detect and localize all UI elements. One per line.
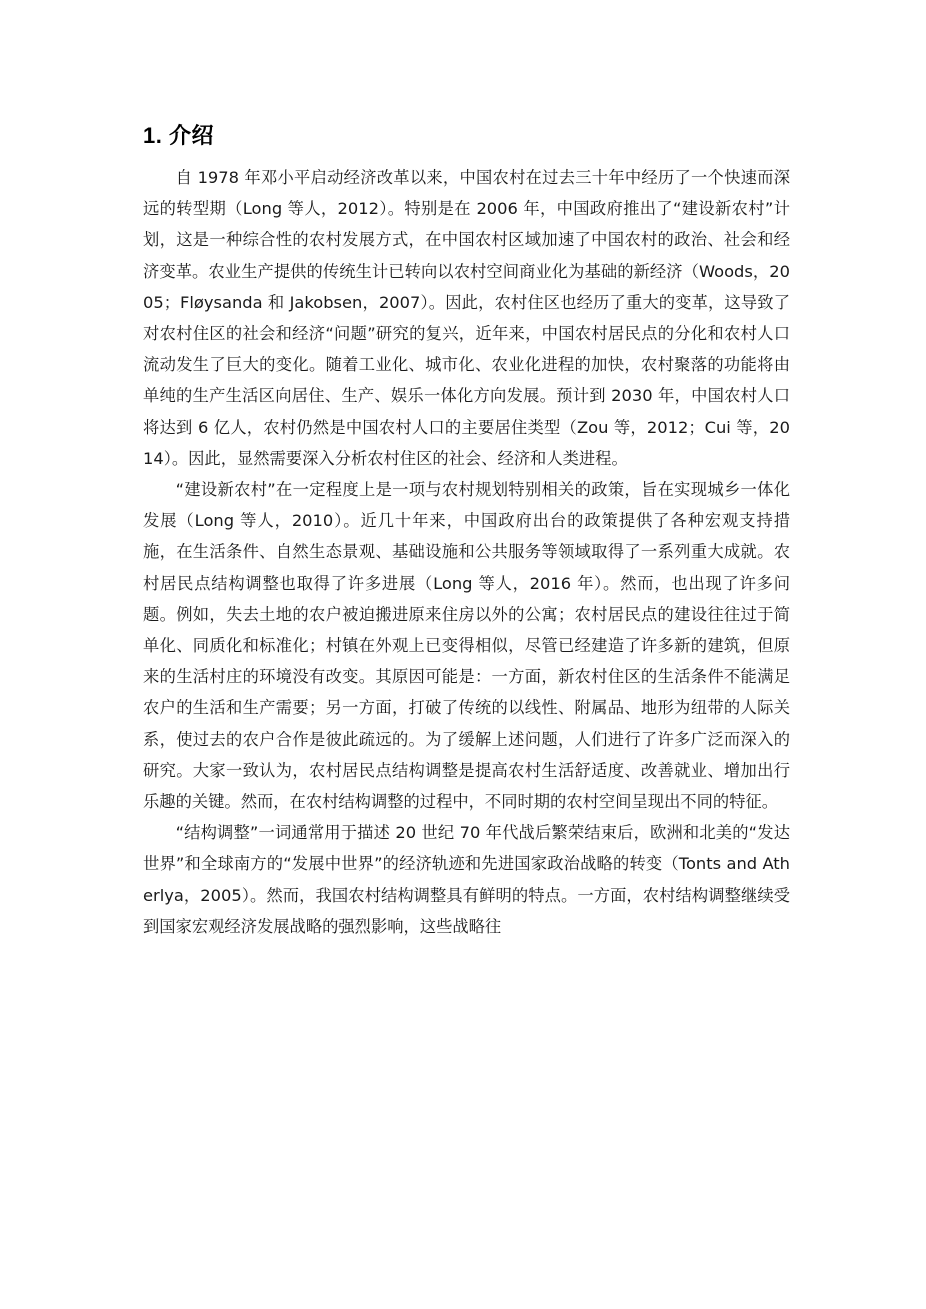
section-introduction xyxy=(143,118,790,942)
section-heading: 1. 介绍 xyxy=(143,123,214,148)
paragraph-1: 自 1978 年邓小平启动经济改革以来，中国农村在过去三十年中经历了一个快速而深远的转型期（Long 等人，2012）。特别是在 2006 年，中国政府推出了“建设新农村”计划，这是一种综合性的农村发展方式，在中国农村区域加速了中国农村的政治、社会和经济变革。农业生产提供的传统生计已转向以农村空间商业化为基础的新经济（Woods，2005；Fløysanda 和 Jakobsen，2007）。因此，农村住区也经历了重大的变革，这导致了对农村住区的社会和经济“问题”研究的复兴，近年来，中国农村居民点的分化和农村人口流动发生了巨大的变化。随着工业化、城市化、农业化进程的加快，农村聚落的功能将由单纯的生产生活区向居住、生产、娱乐一体化方向发展。预计到 2030 年，中国农村人口将达到 6 亿人，农村仍然是中国农村人口的主要居住类型（Zou 等，2012；Cui 等，2014）。因此，显然需要深入分析农村住区的社会、经济和人类进程。 xyxy=(143,168,790,468)
paragraph-3: “结构调整”一词通常用于描述 20 世纪 70 年代战后繁荣结束后，欧洲和北美的“发达世界”和全球南方的“发展中世界”的经济轨迹和先进国家政治战略的转变（Tonts and Atherlya，2005）。然而，我国农村结构调整具有鲜明的特点。一方面，农村结构调整继续受到国家宏观经济发展战略的强烈影响，这些战略往 xyxy=(143,823,790,936)
paragraph-2: “建设新农村”在一定程度上是一项与农村规划特别相关的政策，旨在实现城乡一体化发展（Long 等人，2010）。近几十年来，中国政府出台的政策提供了各种宏观支持措施，在生活条件、自然生态景观、基础设施和公共服务等领域取得了一系列重大成就。农村居民点结构调整也取得了许多进展（Long 等人，2016 年）。然而，也出现了许多问题。例如，失去土地的农户被迫搬进原来住房以外的公寓；农村居民点的建设往往过于简单化、同质化和标准化；村镇在外观上已变得相似，尽管已经建造了许多新的建筑，但原来的生活村庄的环境没有改变。其原因可能是：一方面，新农村住区的生活条件不能满足农户的生活和生产需要；另一方面，打破了传统的以线性、附属品、地形为纽带的人际关系，使过去的农户合作是彼此疏远的。为了缓解上述问题，人们进行了许多广泛而深入的研究。大家一致认为，农村居民点结构调整是提高农村生活舒适度、改善就业、增加出行乐趣的关键。然而，在农村结构调整的过程中，不同时期的农村空间呈现出不同的特征。 xyxy=(143,480,790,812)
